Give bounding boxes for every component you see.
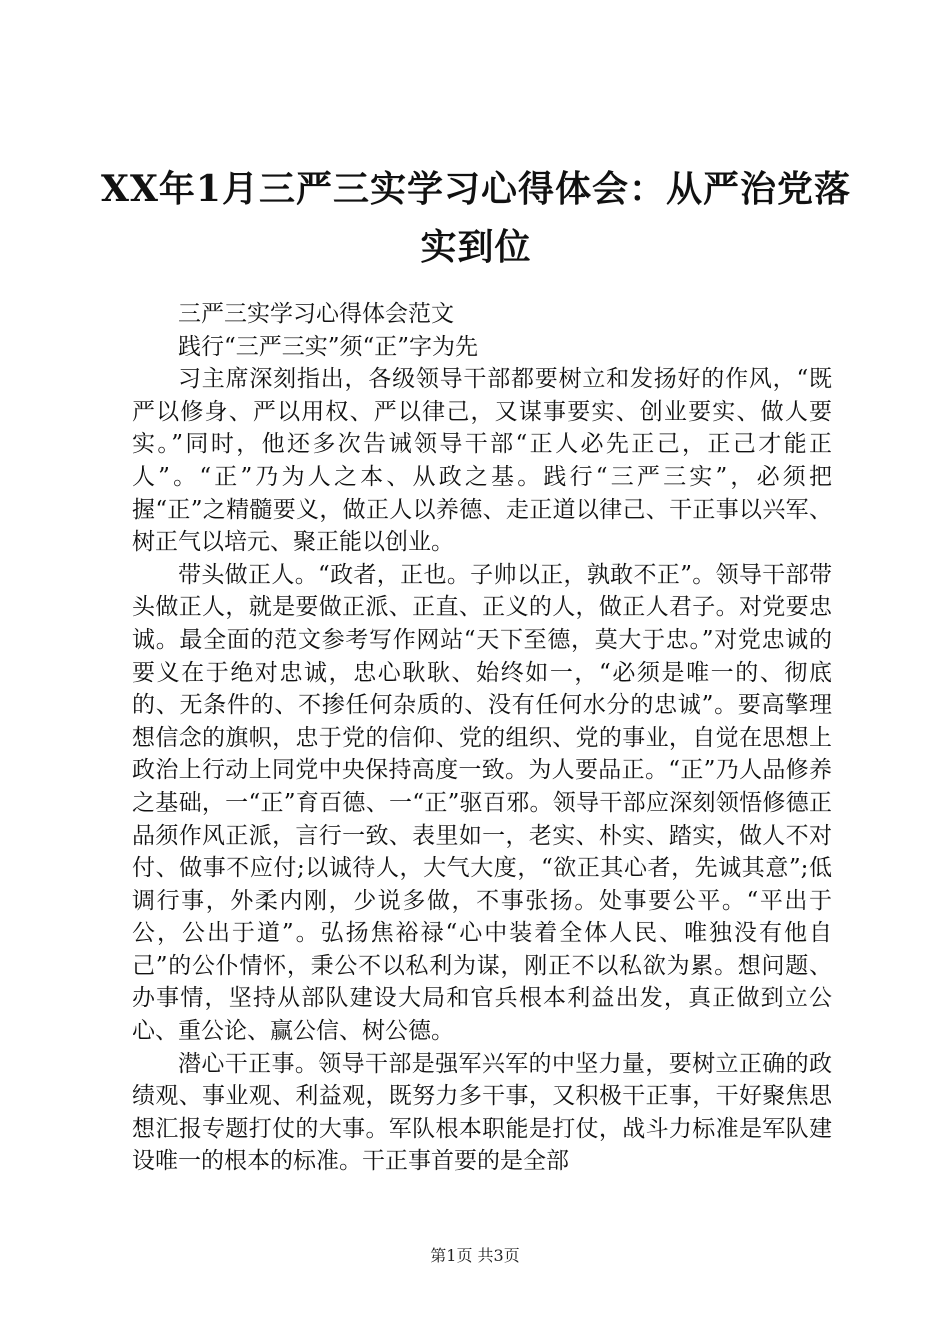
page-footer: 第1页 共3页 (430, 1246, 520, 1265)
paragraph-heading: 践行“三严三实”须“正”字为先 (178, 333, 479, 360)
document-title: XX年1月三严三实学习心得体会：从严治党落实到位 (101, 168, 851, 268)
document-body (132, 298, 832, 1178)
paragraph-intro: 习主席深刻指出，各级领导干部都要树立和发扬好的作风，“既严以修身、严以用权、严以律己，又谋事要实、创业要实、做人要实。”同时，他还多次告诫领导干部“正人必先正己，正己才能正人”。“正”乃为人之本、从政之基。践行“三严三实”，必须把握“正”之精髓要义，做正人以养德、走正道以律己、干正事以兴军、树正气以培元、聚正能以创业。 (132, 366, 832, 556)
paragraph-be-upright: 带头做正人。“政者，正也。子帅以正，孰敢不正”。领导干部带头做正人，就是要做正派、正直、正义的人，做正人君子。对党要忠诚。最全面的范文参考写作网站“天下至德，莫大于忠。”对党忠诚的要义在于绝对忠诚，忠心耿耿、始终如一，“必须是唯一的、彻底的、无条件的、不掺任何杂质的、没有任何水分的忠诚”。要高擎理想信念的旗帜，忠于党的信仰、党的组织、党的事业，自觉在思想上政治上行动上同党中央保持高度一致。为人要品正。“正”乃人品修养之基础，一“正”育百德、一“正”驱百邪。领导干部应深刻领悟修德正品须作风正派，言行一致、表里如一，老实、朴实、踏实，做人不对付、做事不应付;以诚待人，大气大度，“欲正其心者，先诚其意”;低调行事，外柔内刚，少说多做，不事张扬。处事要公平。“平出于公，公出于道”。弘扬焦裕禄“心中装着全体人民、唯独没有他自己”的公仆情怀，秉公不以私利为谋，刚正不以私欲为累。想问题、办事情，坚持从部队建设大局和官兵根本利益出发，真正做到立公心、重公论、赢公信、树公德。 (132, 561, 832, 1045)
paragraph-subtitle: 三严三实学习心得体会范文 (178, 301, 454, 327)
paragraph-do-right: 潜心干正事。领导干部是强军兴军的中坚力量，要树立正确的政绩观、事业观、利益观，既努力多干事，又积极干正事，干好聚焦思想汇报专题打仗的大事。军队根本职能是打仗，战斗力标准是军队建设唯一的根本的标准。干正事首要的是全部 (132, 1050, 832, 1175)
